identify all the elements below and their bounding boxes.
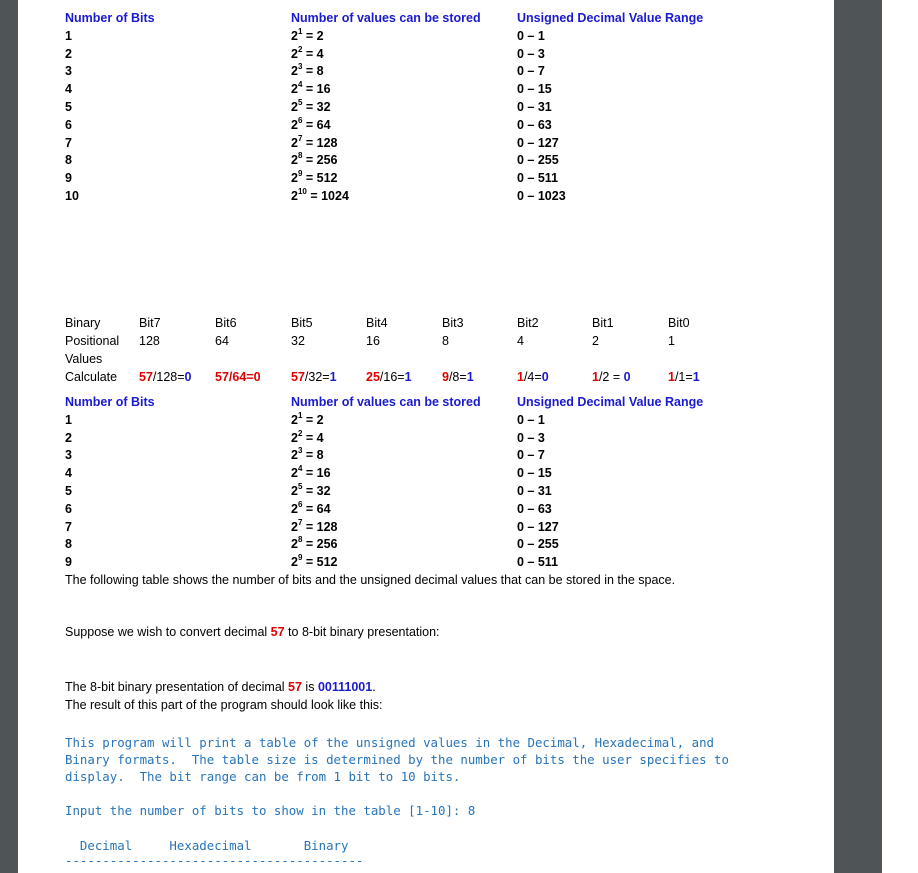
exponent: 6 <box>297 499 303 509</box>
calc-cell <box>442 368 474 386</box>
exponent: 8 <box>297 535 303 545</box>
dividend: 1 <box>517 370 524 384</box>
bits-cell: 7 <box>65 135 72 150</box>
exponent: 2 <box>297 428 303 438</box>
value: 2 <box>316 28 324 43</box>
positional-value: 2 <box>592 334 599 348</box>
value: 4 <box>316 46 324 61</box>
calc-cell <box>291 368 337 386</box>
values-cell: $2^5 = 32$ <box>291 481 331 498</box>
range-cell: 0 – 1023 <box>517 188 566 203</box>
exponent: 5 <box>297 481 303 491</box>
bits-cell: 4 <box>65 82 72 97</box>
exponent: 4 <box>297 464 303 474</box>
table-row <box>65 170 765 188</box>
code-divider: ---------------------------------------- <box>65 853 364 868</box>
values-cell: $2^{10} = 1024$ <box>291 186 349 203</box>
result-pre: The 8-bit binary presentation of decimal <box>65 680 289 694</box>
exponent: 5 <box>297 97 303 107</box>
dividend: 1 <box>668 370 675 384</box>
column-header: Unsigned Decimal Value Range <box>517 11 704 25</box>
range-cell: 0 – 127 <box>517 519 559 534</box>
values-cell: $2^1 = 2$ <box>291 410 324 427</box>
bit-header: Bit1 <box>592 316 614 330</box>
divisor: /32= <box>304 370 330 384</box>
values-cell: $2^9 = 512$ <box>291 169 338 186</box>
value: 256 <box>316 153 338 168</box>
table-row <box>65 536 765 554</box>
values-cell: $2^2 = 4$ <box>291 44 324 61</box>
exponent: 3 <box>297 446 303 456</box>
range-cell: 0 – 3 <box>517 46 545 61</box>
bits-cell: 9 <box>65 171 72 186</box>
positional-value: 16 <box>366 334 380 348</box>
bits-cell: 1 <box>65 28 72 43</box>
range-cell: 0 – 511 <box>517 555 559 570</box>
value: 64 <box>316 117 331 132</box>
exponent: 10 <box>297 186 307 196</box>
values-label-row <box>65 350 765 368</box>
bits-cell: 4 <box>65 466 72 481</box>
suppose-number: 57 <box>270 625 285 639</box>
suppose-post: to 8-bit binary presentation: <box>284 625 440 639</box>
positional-value: 8 <box>442 334 449 348</box>
values-cell: $2^9 = 512$ <box>291 553 338 570</box>
exponent: 1 <box>297 26 303 36</box>
bits-cell: 7 <box>65 519 72 534</box>
exponent: 6 <box>297 115 303 125</box>
table-row <box>65 117 765 135</box>
quotient-bit: 1 <box>466 370 474 384</box>
divisor: /2 = <box>598 370 624 384</box>
bits-table <box>65 10 765 206</box>
range-cell: 0 – 31 <box>517 483 552 498</box>
bits-cell: 6 <box>65 501 72 516</box>
bits-cell: 8 <box>65 153 72 168</box>
divisor: /16= <box>379 370 405 384</box>
values-cell: $2^7 = 128$ <box>291 133 338 150</box>
column-header: Number of Bits <box>65 395 155 409</box>
quotient-bit: 0 <box>184 370 192 384</box>
values-cell: $2^8 = 256$ <box>291 151 338 168</box>
table-header-row <box>65 394 765 412</box>
values-cell: $2^1 = 2$ <box>291 26 324 43</box>
range-cell: 0 – 3 <box>517 430 545 445</box>
positional-value: 4 <box>517 334 524 348</box>
bits-cell: 2 <box>65 46 72 61</box>
value: 32 <box>316 99 331 114</box>
bit-header: Bit5 <box>291 316 313 330</box>
table-description: The following table shows the number of bits and the unsigned decimal values that can be stored in the space. <box>65 573 676 587</box>
range-cell: 0 – 31 <box>517 99 552 114</box>
table-row <box>65 519 765 537</box>
divisor: /128= <box>152 370 185 384</box>
bits-cell: 5 <box>65 99 72 114</box>
quotient-bit: 1 <box>692 370 700 384</box>
bits-cell: 3 <box>65 448 72 463</box>
range-cell: 0 – 1 <box>517 28 545 43</box>
table-row <box>65 465 765 483</box>
value: 16 <box>316 82 331 97</box>
value: 8 <box>316 448 324 463</box>
bits-row <box>65 314 765 332</box>
calc-cell <box>139 368 192 386</box>
range-cell: 0 – 15 <box>517 466 552 481</box>
value: 64 <box>316 501 331 516</box>
quotient-bit: 1 <box>404 370 412 384</box>
bits-cell: 9 <box>65 555 72 570</box>
values-cell: $2^7 = 128$ <box>291 517 338 534</box>
bits-cell: 10 <box>65 188 79 203</box>
range-cell: 0 – 7 <box>517 64 545 79</box>
table-row <box>65 46 765 64</box>
values-cell: $2^3 = 8$ <box>291 62 324 79</box>
table-row <box>65 554 765 572</box>
table-row <box>65 135 765 153</box>
positional-value: 32 <box>291 334 305 348</box>
range-cell: 0 – 7 <box>517 448 545 463</box>
table-row <box>65 447 765 465</box>
exponent: 9 <box>297 553 303 563</box>
value: 512 <box>316 171 338 186</box>
positional-value: 1 <box>668 334 675 348</box>
range-cell: 0 – 255 <box>517 153 559 168</box>
bit-header: Bit3 <box>442 316 464 330</box>
value: 512 <box>316 555 338 570</box>
range-cell: 0 – 127 <box>517 135 559 150</box>
bit-header: Bit0 <box>668 316 690 330</box>
exponent: 7 <box>297 133 303 143</box>
exponent: 3 <box>297 62 303 72</box>
dividend: 1 <box>592 370 599 384</box>
code-prompt: Input the number of bits to show in the table [1-10]: 8 <box>65 803 476 818</box>
value: 32 <box>316 483 331 498</box>
dividend: 57 <box>291 370 305 384</box>
quotient-bit: 0 <box>623 370 631 384</box>
calc-cell <box>668 368 700 386</box>
calc-cell <box>592 368 631 386</box>
table-row <box>65 430 765 448</box>
bits-cell: 1 <box>65 412 72 427</box>
code-intro: This program will print a table of the unsigned values in the Decimal, Hexadecimal, and Binary formats. The table size is determined by the number of bits the user specifies to display. The bit range can be from 1 bit to 10 bits. <box>65 735 729 784</box>
bits-cell: 5 <box>65 483 72 498</box>
exponent: 7 <box>297 517 303 527</box>
values-cell: $2^8 = 256$ <box>291 535 338 552</box>
value: 4 <box>316 430 324 445</box>
exponent: 1 <box>297 410 303 420</box>
range-cell: 0 – 63 <box>517 117 552 132</box>
exponent: 8 <box>297 151 303 161</box>
table-row <box>65 412 765 430</box>
range-cell: 0 – 15 <box>517 82 552 97</box>
code-table-header: Decimal Hexadecimal Binary <box>65 838 349 853</box>
positional-row <box>65 332 765 350</box>
calculate-row <box>65 368 765 386</box>
bit-header: Bit2 <box>517 316 539 330</box>
result-text <box>65 680 376 695</box>
positional-value: 128 <box>139 334 160 348</box>
divisor: /4= <box>523 370 542 384</box>
quotient-bit: 1 <box>329 370 337 384</box>
bits-cell: 8 <box>65 537 72 552</box>
dividend: 25 <box>366 370 380 384</box>
quotient-bit: 0 <box>541 370 549 384</box>
values-cell: $2^6 = 64$ <box>291 115 331 132</box>
values-cell: $2^2 = 4$ <box>291 428 324 445</box>
exponent: 4 <box>297 80 303 90</box>
table-row <box>65 63 765 81</box>
value: 128 <box>316 519 338 534</box>
bit-header: Bit4 <box>366 316 388 330</box>
positional-value: 64 <box>215 334 229 348</box>
divisor: /1= <box>674 370 693 384</box>
value: 1024 <box>321 188 349 203</box>
table-row <box>65 483 765 501</box>
range-cell: 0 – 1 <box>517 412 545 427</box>
table-row <box>65 152 765 170</box>
viewer-background-left <box>0 0 18 873</box>
table-row <box>65 188 765 206</box>
table-header-row <box>65 10 765 28</box>
column-header: Number of Bits <box>65 11 155 25</box>
row-label: Values <box>65 352 103 366</box>
values-cell: $2^6 = 64$ <box>291 499 331 516</box>
result-number: 57 <box>288 680 302 694</box>
range-cell: 0 – 511 <box>517 171 559 186</box>
result-end: . <box>372 680 376 694</box>
value: 8 <box>316 64 324 79</box>
bit-header: Bit7 <box>139 316 161 330</box>
calc-cell <box>366 368 412 386</box>
row-label: Calculate <box>65 370 118 384</box>
divisor: /8= <box>448 370 467 384</box>
dividend: 9 <box>442 370 449 384</box>
suppose-pre: Suppose we wish to convert decimal <box>65 625 271 639</box>
row-label: Positional <box>65 334 120 348</box>
bits-cell: 6 <box>65 117 72 132</box>
calc-cell <box>215 368 261 386</box>
result-mid: is <box>301 680 318 694</box>
range-cell: 0 – 255 <box>517 537 559 552</box>
table-row <box>65 28 765 46</box>
table-row <box>65 99 765 117</box>
value: 256 <box>316 537 338 552</box>
range-cell: 0 – 63 <box>517 501 552 516</box>
suppose-text <box>65 625 440 640</box>
bits-cell: 3 <box>65 64 72 79</box>
look-like-text: The result of this part of the program should look like this: <box>65 698 383 712</box>
value: 2 <box>316 412 324 427</box>
calc-cell <box>517 368 549 386</box>
bit-header: Bit6 <box>215 316 237 330</box>
result-binary: 00111001 <box>317 680 373 694</box>
values-cell: $2^4 = 16$ <box>291 80 331 97</box>
table-row <box>65 501 765 519</box>
value: 16 <box>316 466 331 481</box>
column-header: Number of values can be stored <box>291 395 481 409</box>
table-row <box>65 81 765 99</box>
binary-positional-table <box>65 314 765 386</box>
values-cell: $2^4 = 16$ <box>291 464 331 481</box>
dividend: 57 <box>139 370 153 384</box>
row-label: Binary <box>65 316 101 330</box>
column-header: Unsigned Decimal Value Range <box>517 395 704 409</box>
value: 128 <box>316 135 338 150</box>
values-cell: $2^3 = 8$ <box>291 446 324 463</box>
column-header: Number of values can be stored <box>291 11 481 25</box>
values-cell: $2^5 = 32$ <box>291 97 331 114</box>
exponent: 2 <box>297 44 303 54</box>
dividend: 57/64=0 <box>215 370 261 384</box>
bits-table-clipped <box>65 394 765 570</box>
bits-cell: 2 <box>65 430 72 445</box>
viewer-scrollbar-track[interactable] <box>834 0 882 873</box>
exponent: 9 <box>297 169 303 179</box>
